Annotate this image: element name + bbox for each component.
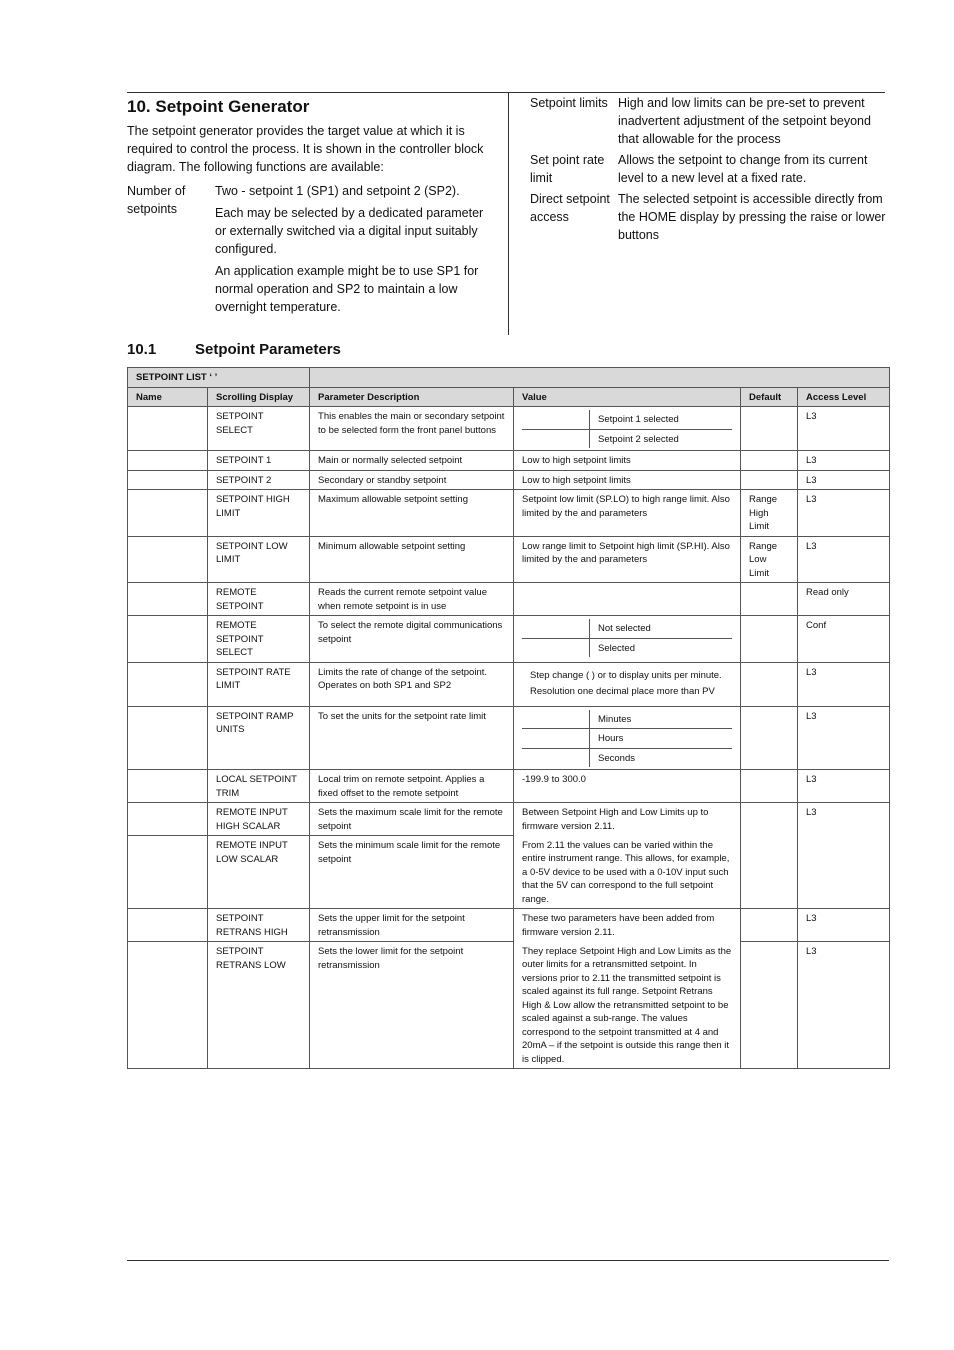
default-cell: Range Low Limit: [741, 536, 798, 583]
header-scroll: Scrolling Display: [208, 387, 310, 407]
table-row: [128, 451, 890, 471]
default-cell: [741, 803, 798, 909]
name-cell: [128, 836, 208, 909]
value-para: Resolution one decimal place more than PV: [530, 686, 715, 697]
value-para: Step change ( ) or to display units per minute.: [530, 669, 722, 681]
table-row: [128, 706, 890, 770]
feature-description: The selected setpoint is accessible directly from the HOME display by pressing the raise or lower buttons: [618, 192, 886, 242]
name-cell: [128, 536, 208, 583]
header-value: Value: [514, 387, 741, 407]
name-cell: [128, 770, 208, 803]
default-cell: [741, 616, 798, 663]
default-cell: [741, 706, 798, 770]
default-cell: [741, 451, 798, 471]
default-cell: [741, 470, 798, 490]
value-cell: [514, 583, 741, 616]
table-row: [128, 583, 890, 616]
name-cell: [128, 451, 208, 471]
option: Seconds: [598, 752, 635, 764]
scroll-cell: SETPOINT RATE LIMIT: [208, 662, 310, 706]
desc-cell: Maximum allowable setpoint setting: [310, 490, 514, 537]
value-cell: [514, 407, 741, 451]
feature-rate-limit: [530, 151, 886, 187]
desc-cell: Main or normally selected setpoint: [310, 451, 514, 471]
list-header-row: [128, 368, 890, 388]
scroll-cell: SETPOINT SELECT: [208, 407, 310, 451]
access-cell: L3: [798, 470, 890, 490]
scroll-cell: REMOTE INPUT LOW SCALAR: [208, 836, 310, 909]
table-row: [128, 470, 890, 490]
desc-cell: Limits the rate of change of the setpoint. Operates on both SP1 and SP2: [310, 662, 514, 706]
desc-cell: Sets the upper limit for the setpoint retransmission: [310, 909, 514, 942]
header-name: Name: [128, 387, 208, 407]
option: Hours: [598, 733, 624, 744]
feature-term: Setpoint limits: [530, 96, 608, 110]
table-row: [128, 662, 890, 706]
header-desc: Parameter Description: [310, 387, 514, 407]
name-cell: [128, 583, 208, 616]
default-cell: [741, 770, 798, 803]
access-cell: L3: [798, 706, 890, 770]
name-cell: [128, 942, 208, 1069]
subsection-heading: [127, 341, 341, 358]
default-cell: [741, 662, 798, 706]
value-cell: They replace Setpoint High and Low Limits as the outer limits for a retransmitted setpoint. In versions prior to 2.11 the transmitted setpoint is scaled against its full range. Setpoint Retrans High & Low allow the retransmitted setpoint to be scaled against a sub-range. The values correspond to the setpoint transmitted at 4 and 20mA – if the setpoint is outside this range then it is clipped.: [514, 942, 741, 1069]
name-cell: [128, 490, 208, 537]
desc-cell: Sets the lower limit for the setpoint retransmission: [310, 942, 514, 1069]
access-cell: L3: [798, 536, 890, 583]
scroll-cell: REMOTE SETPOINT SELECT: [208, 616, 310, 663]
scroll-cell: REMOTE INPUT HIGH SCALAR: [208, 803, 310, 836]
name-cell: [128, 616, 208, 663]
name-cell: [128, 706, 208, 770]
setpoint-parameters-table: [127, 367, 890, 1069]
section-intro: The setpoint generator provides the target value at which it is required to control the process. It is shown in the controller block diagram. The following functions are available:: [127, 124, 484, 174]
scroll-cell: REMOTE SETPOINT: [208, 583, 310, 616]
name-cell: [128, 909, 208, 942]
value-cell: [514, 662, 741, 706]
top-rule: [127, 92, 885, 93]
feature-term: Direct setpoint access: [530, 192, 610, 224]
value-cell: [514, 616, 741, 663]
feature-description: [215, 182, 487, 320]
subsection-number: 10.1: [127, 341, 157, 358]
scroll-cell: SETPOINT LOW LIMIT: [208, 536, 310, 583]
desc-cell: Secondary or standby setpoint: [310, 470, 514, 490]
default-cell: Range High Limit: [741, 490, 798, 537]
scroll-cell: SETPOINT RAMP UNITS: [208, 706, 310, 770]
section-title: 10. Setpoint Generator: [127, 97, 310, 116]
feature-para: Two - setpoint 1 (SP1) and setpoint 2 (SP2).: [215, 184, 460, 198]
feature-term: Set point rate limit: [530, 153, 605, 185]
table-row: [128, 536, 890, 583]
access-cell: L3: [798, 662, 890, 706]
feature-description: High and low limits can be pre-set to prevent inadvertent adjustment of the setpoint beyond that allowable for the process: [618, 96, 871, 146]
default-cell: [741, 942, 798, 1069]
desc-cell: Sets the maximum scale limit for the remote setpoint: [310, 803, 514, 836]
access-cell: L3: [798, 451, 890, 471]
scroll-cell: SETPOINT HIGH LIMIT: [208, 490, 310, 537]
value-cell: Low to high setpoint limits: [514, 470, 741, 490]
feature-term: Number of setpoints: [127, 184, 186, 216]
scroll-cell: SETPOINT 2: [208, 470, 310, 490]
scroll-cell: SETPOINT RETRANS HIGH: [208, 909, 310, 942]
value-cell: These two parameters have been added from firmware version 2.11.: [514, 909, 741, 942]
feature-para: Each may be selected by a dedicated parameter or externally switched via a digital input suitably configured.: [215, 206, 484, 256]
access-cell: Read only: [798, 583, 890, 616]
scroll-cell: LOCAL SETPOINT TRIM: [208, 770, 310, 803]
right-column: [530, 94, 886, 247]
column-divider: [508, 93, 509, 335]
option: Selected: [598, 642, 635, 654]
table-row: [128, 942, 890, 1069]
access-cell: L3: [798, 942, 890, 1069]
left-column: [127, 96, 487, 320]
name-cell: [128, 407, 208, 451]
feature-direct-access: [530, 190, 886, 244]
option: Setpoint 1 selected: [598, 414, 679, 425]
access-cell: Conf: [798, 616, 890, 663]
desc-cell: To set the units for the setpoint rate limit: [310, 706, 514, 770]
feature-para: An application example might be to use SP1 for normal operation and SP2 to maintain a low overnight temperature.: [215, 264, 479, 314]
value-cell: Low range limit to Setpoint high limit (SP.HI). Also limited by the and parameters: [514, 536, 741, 583]
feature-number-of-setpoints: [127, 182, 487, 320]
scroll-cell: SETPOINT 1: [208, 451, 310, 471]
subsection-title: Setpoint Parameters: [195, 341, 341, 358]
feature-description: Allows the setpoint to change from its current level to a new level at a fixed rate.: [618, 153, 868, 185]
value-cell: Between Setpoint High and Low Limits up to firmware version 2.11.: [514, 803, 741, 836]
desc-cell: Reads the current remote setpoint value when remote setpoint is in use: [310, 583, 514, 616]
table-row: [128, 909, 890, 942]
header-default: Default: [741, 387, 798, 407]
default-cell: [741, 583, 798, 616]
access-cell: L3: [798, 909, 890, 942]
desc-cell: This enables the main or secondary setpoint to be selected form the front panel buttons: [310, 407, 514, 451]
table-row: [128, 770, 890, 803]
table-row: [128, 407, 890, 451]
name-cell: [128, 470, 208, 490]
list-label: SETPOINT LIST ‘ ’: [128, 368, 310, 388]
default-cell: [741, 909, 798, 942]
name-cell: [128, 662, 208, 706]
access-cell: L3: [798, 770, 890, 803]
feature-setpoint-limits: [530, 94, 886, 148]
option: Minutes: [598, 713, 632, 725]
table-row: [128, 616, 890, 663]
access-cell: L3: [798, 407, 890, 451]
value-cell: Low to high setpoint limits: [514, 451, 741, 471]
column-header-row: [128, 387, 890, 407]
value-cell: Setpoint low limit (SP.LO) to high range limit. Also limited by the and parameters: [514, 490, 741, 537]
value-cell: From 2.11 the values can be varied within the entire instrument range. This allows, for example, a 0-5V device to be used with a 0-10V input such that the 5V can correspond to the full setpoint range.: [514, 836, 741, 909]
list-label-blank: [310, 368, 890, 388]
desc-cell: Sets the minimum scale limit for the remote setpoint: [310, 836, 514, 909]
table-row: [128, 803, 890, 836]
desc-cell: Minimum allowable setpoint setting: [310, 536, 514, 583]
default-cell: [741, 407, 798, 451]
scroll-cell: SETPOINT RETRANS LOW: [208, 942, 310, 1069]
desc-cell: To select the remote digital communications setpoint: [310, 616, 514, 663]
option: Setpoint 2 selected: [598, 433, 679, 445]
name-cell: [128, 803, 208, 836]
header-access: Access Level: [798, 387, 890, 407]
value-cell: [514, 706, 741, 770]
access-cell: L3: [798, 803, 890, 909]
access-cell: L3: [798, 490, 890, 537]
desc-cell: Local trim on remote setpoint. Applies a fixed offset to the remote setpoint: [310, 770, 514, 803]
option: Not selected: [598, 623, 651, 634]
bottom-rule: [127, 1260, 889, 1261]
value-cell: -199.9 to 300.0: [514, 770, 741, 803]
table-row: [128, 490, 890, 537]
